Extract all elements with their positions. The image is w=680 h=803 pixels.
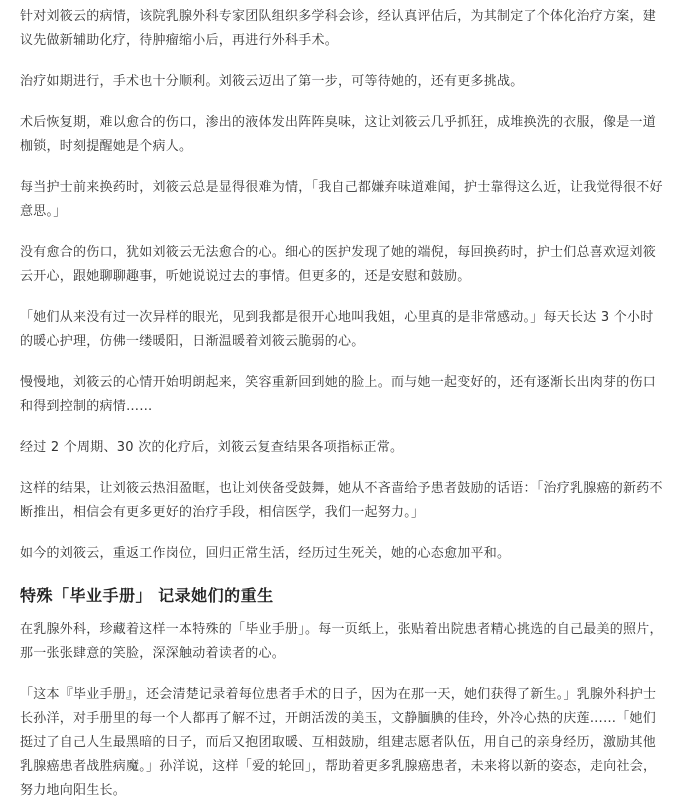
- paragraph-improvement: 慢慢地，刘筱云的心情开始明朗起来，笑容重新回到她的脸上。而与她一起变好的，还有逐渐长出肉芽的伤口和得到控制的病情……: [20, 375, 657, 414]
- paragraph-head-nurse: 「这本『毕业手册』，还会清楚记录着每位患者手术的日子，因为在那一天，她们获得了新生。」乳腺外科护士长孙洋，对手册里的每一个人都再了解不过，开朗活泼的美玉，文静腼腆的佳玲，外冷心热的庆莲……「她们挺过了自己人生最黑暗的日子，而后又抱团取暖、互相鼓励，组建志愿者队伍，用自己的亲身经历，激励其他乳腺癌患者战胜病魔。」孙洋说，这样「爱的轮回」，帮助着更多乳腺癌患者，未来将以新的姿态，走向社会，努力地向阳生长。: [20, 687, 657, 798]
- paragraph-patient-quote: 「她们从来没有过一次异样的眼光，见到我都是很开心地叫我姐，心里真的是非常感动。」每天长达 3 个小时的暖心护理，仿佛一缕暖阳，日渐温暖着刘筱云脆弱的心。: [20, 310, 654, 349]
- paragraph-recovery: 术后恢复期，难以愈合的伤口，渗出的液体发出阵阵臭味，这让刘筱云几乎抓狂，成堆换洗的衣服，像是一道枷锁，时刻提醒她是个病人。: [20, 115, 657, 154]
- paragraph-treatment-plan: 针对刘筱云的病情，该院乳腺外科专家团队组织多学科会诊，经认真评估后，为其制定了个体化治疗方案，建议先做新辅助化疗，待肿瘤缩小后，再进行外科手术。: [20, 9, 657, 48]
- section-heading: 特殊「毕业手册」 记录她们的重生: [20, 586, 274, 605]
- paragraph-dressing-change: 每当护士前来换药时，刘筱云总是显得很难为情，「我自己都嫌弃味道难闻，护士靠得这么近，让我觉得很不好意思。」: [20, 180, 663, 219]
- paragraph-back-to-work: 如今的刘筱云，重返工作岗位，回归正常生活，经历过生死关，她的心态愈加平和。: [20, 546, 511, 561]
- paragraph-encouragement: 这样的结果，让刘筱云热泪盈眶，也让刘侠备受鼓舞，她从不吝啬给予患者鼓励的话语：「治疗乳腺癌的新药不断推出，相信会有更多更好的治疗手段，相信医学，我们一起努力。」: [20, 481, 663, 520]
- paragraph-chemo-result: 经过 2 个周期、30 次的化疗后，刘筱云复查结果各项指标正常。: [20, 440, 404, 455]
- paragraph-graduation-book: 在乳腺外科，珍藏着这样一本特殊的「毕业手册」。每一页纸上，张贴着出院患者精心挑选的自己最美的照片，那一张张肆意的笑脸，深深触动着读者的心。: [20, 622, 663, 661]
- paragraph-surgery: 治疗如期进行，手术也十分顺利。刘筱云迈出了第一步，可等待她的，还有更多挑战。: [20, 74, 524, 89]
- paragraph-nurses-care: 没有愈合的伤口，犹如刘筱云无法愈合的心。细心的医护发现了她的端倪，每回换药时，护士们总喜欢逗刘筱云开心，跟她聊聊趣事，听她说说过去的事情。但更多的，还是安慰和鼓励。: [20, 245, 657, 284]
